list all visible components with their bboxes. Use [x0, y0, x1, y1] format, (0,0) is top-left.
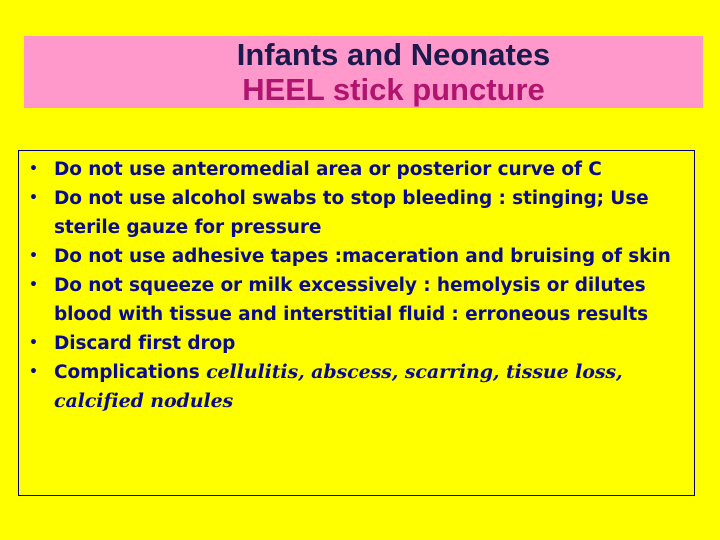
bullet-icon: • — [29, 248, 38, 264]
bullet-icon: • — [29, 161, 38, 177]
bullet-icon: • — [29, 277, 38, 293]
bullet-item — [29, 358, 689, 416]
slide-subtitle: HEEL stick puncture — [242, 72, 545, 107]
bullet-item — [29, 242, 689, 271]
bullet-item — [29, 271, 689, 329]
bullet-text: Do not use anteromedial area or posterior curve of C — [54, 159, 602, 180]
bullet-icon: • — [29, 364, 38, 380]
complications-list: cellulitis, abscess, scarring, tissue loss, calcified nodules — [54, 361, 623, 412]
bullet-text: Do not use alcohol swabs to stop bleeding : stinging; Use sterile gauze for pressure — [54, 188, 649, 238]
bullet-item — [29, 184, 689, 242]
bullet-list — [29, 155, 689, 416]
bullet-item — [29, 155, 689, 184]
bullet-text: Do not squeeze or milk excessively : hemolysis or dilutes blood with tissue and interstitial fluid : erroneous results — [54, 275, 648, 325]
slide-title: Infants and Neonates — [236, 37, 551, 72]
bullet-item — [29, 329, 689, 358]
title-banner — [24, 36, 703, 108]
content-box — [18, 150, 695, 496]
bullet-text: Discard first drop — [54, 333, 236, 354]
bullet-icon: • — [29, 190, 38, 206]
bullet-text: Complications — [54, 362, 207, 383]
bullet-text: Do not use adhesive tapes :maceration and bruising of skin — [54, 246, 671, 267]
bullet-icon: • — [29, 335, 38, 351]
